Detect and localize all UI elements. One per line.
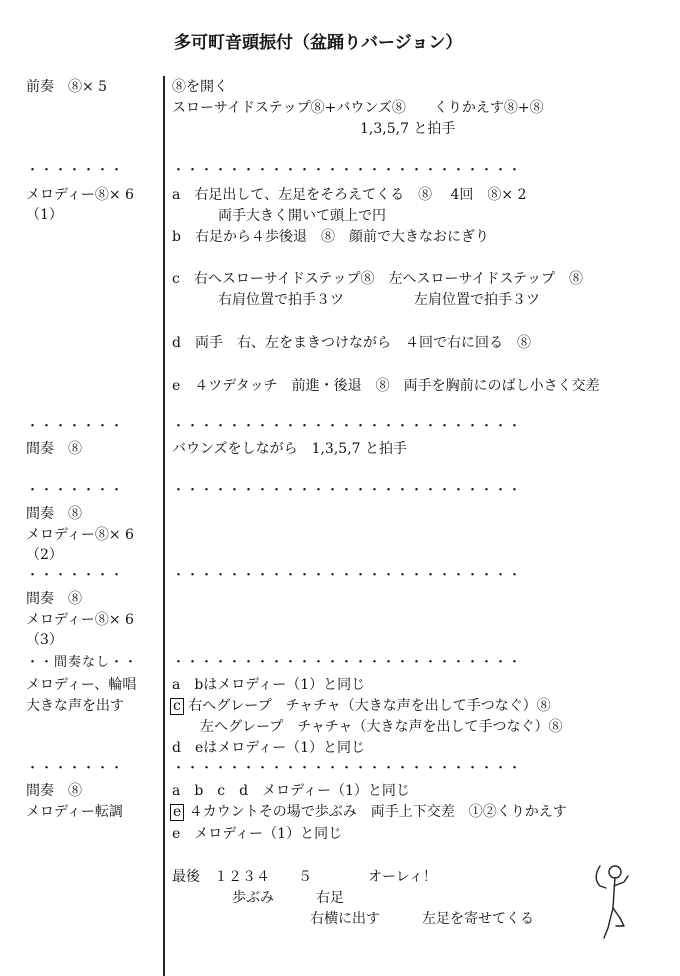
melody1-step-b: b 右足から４歩後退 ⑧ 顔前で大きなおにぎり (172, 229, 489, 245)
modulation-step-e-text: ４カウントその場で歩ぶみ 両手上下交差 ①②くりかえす (188, 804, 567, 820)
dot-separator: ・・・・・・・・・・・・・・・・・・・・・・・・・ (172, 419, 523, 434)
page-title: 多可町音頭振付（盆踊りバージョン） (174, 33, 463, 53)
modulation-step-abcd: a b c d メロディー（1）と同じ (172, 783, 410, 799)
melody1-step-c-note: 右肩位置で拍手３ツ 左肩位置で拍手３ツ (218, 292, 540, 308)
intro-line-2: スローサイドステップ⑧+バウンズ⑧ くりかえす⑧+⑧ (172, 100, 544, 116)
dot-separator: ・・・・・・・ (26, 761, 125, 776)
intro-line-3: 1,3,5,7 と拍手 (360, 121, 456, 137)
dot-separator: ・・・・・・・ (26, 483, 125, 498)
round-step-c-left: 左へグレープ チャチャ（大きな声を出して手つなぐ）⑧ (200, 719, 563, 735)
label-melody2-num: （2） (26, 547, 63, 563)
modulation-step-e-repeat: e メロディー（1）と同じ (172, 826, 343, 842)
label-kanso3: 間奏 ⑧ (26, 591, 82, 607)
label-tencho: メロディー転調 (26, 804, 123, 820)
dot-separator: ・・・・・・・ (26, 163, 125, 178)
dot-separator: ・・・・・・・・・・・・・・・・・・・・・・・・・ (172, 655, 523, 670)
ending-line-2: 歩ぶみ 右足 (232, 890, 344, 906)
ending-line-3: 右横に出す 左足を寄せてくる (310, 911, 534, 927)
boxed-letter-c: c (170, 698, 184, 715)
dot-separator: ・・・・・・・・・・・・・・・・・・・・・・・・・ (172, 163, 523, 178)
melody1-step-e: e ４ツデタッチ 前進・後退 ⑧ 両手を胸前にのばし小さく交差 (172, 378, 600, 394)
label-kanso1: 間奏 ⑧ (26, 441, 82, 457)
ending-line-1: 最後 １２３４ ５ オーレィ！ (172, 869, 437, 885)
dot-separator: ・・・・・・・・・・・・・・・・・・・・・・・・・ (172, 483, 523, 498)
dot-separator-no-interlude: ・・間奏なし・・ (26, 655, 139, 670)
modulation-step-e (170, 803, 567, 821)
label-melody1: メロディー⑧× 6 (26, 187, 134, 203)
melody1-step-c: c 右へスローサイドステップ⑧ 左へスローサイドステップ ⑧ (172, 271, 584, 287)
melody1-step-d: d 両手 右、左をまきつけながら ４回で右に回る ⑧ (172, 335, 531, 351)
label-melody3-num: （3） (26, 632, 63, 648)
label-rinsho: メロディー、輪唱 (26, 677, 137, 693)
dot-separator: ・・・・・・・・・・・・・・・・・・・・・・・・・ (172, 568, 523, 583)
label-melody2: メロディー⑧× 6 (26, 527, 134, 543)
round-step-c (170, 697, 551, 715)
intro-line-1: ⑧を開く (172, 79, 228, 95)
melody1-step-a: a 右足出して、左足をそろえてくる ⑧ 4回 ⑧× 2 (172, 187, 527, 203)
interlude1-step: バウンズをしながら 1,3,5,7 と拍手 (172, 441, 408, 457)
label-melody3: メロディー⑧× 6 (26, 612, 134, 628)
round-step-ab: a bはメロディー（1）と同じ (172, 677, 366, 693)
label-kanso2: 間奏 ⑧ (26, 506, 82, 522)
dot-separator: ・・・・・・・ (26, 568, 125, 583)
dot-separator: ・・・・・・・・・・・・・・・・・・・・・・・・・ (172, 761, 523, 776)
round-step-c-text: 右へグレープ チャチャ（大きな声を出して手つなぐ）⑧ (188, 698, 551, 714)
melody1-step-a-note: 両手大きく開いて頭上で円 (218, 208, 386, 224)
column-divider (163, 76, 165, 976)
label-melody1-num: （1） (26, 207, 63, 223)
label-kanso4: 間奏 ⑧ (26, 783, 82, 799)
round-step-d: d eはメロディー（1）と同じ (172, 740, 366, 756)
label-rinsho-note: 大きな声を出す (26, 698, 124, 714)
label-zenso: 前奏 ⑧× 5 (26, 79, 108, 95)
boxed-letter-e: e (170, 804, 184, 821)
dancer-figure-drawing (588, 858, 638, 942)
dot-separator: ・・・・・・・ (26, 419, 125, 434)
